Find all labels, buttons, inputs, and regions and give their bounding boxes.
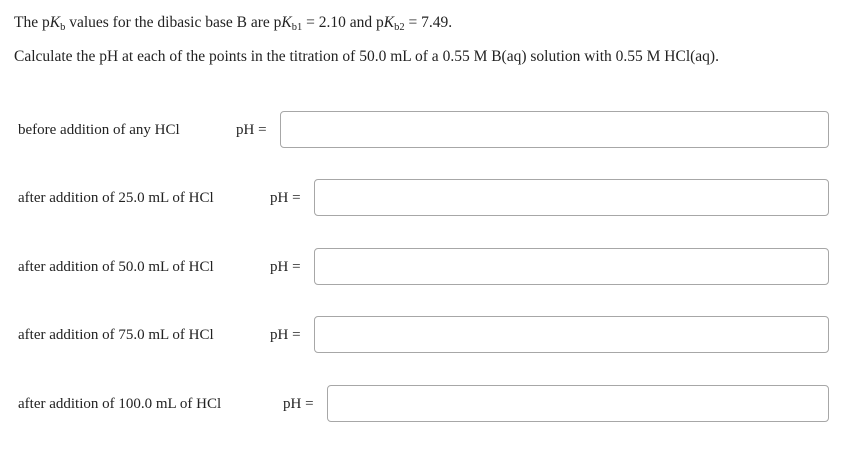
- row-label-50ml: after addition of 50.0 mL of HCl: [18, 259, 214, 275]
- kb2-subscript: b2: [394, 22, 405, 33]
- problem-task: Calculate the pH at each of the points in the titration of 50.0 mL of a 0.55 M B(aq) solution with 0.55 M HCl(aq).: [14, 48, 719, 65]
- pkb1-value: = 2.10 and p: [302, 14, 384, 31]
- intro-mid: values for the dibasic base B are p: [65, 14, 282, 31]
- k-symbol: K: [49, 14, 61, 31]
- row-label-25ml: after addition of 25.0 mL of HCl: [18, 190, 214, 206]
- ph-input-50ml[interactable]: [314, 248, 829, 285]
- ph-label: pH =: [283, 396, 314, 412]
- ph-input-75ml[interactable]: [314, 316, 829, 353]
- row-label-100ml: after addition of 100.0 mL of HCl: [18, 396, 222, 412]
- intro-prefix: The p: [14, 14, 50, 31]
- pkb2-value: = 7.49.: [404, 14, 453, 31]
- ph-label: pH =: [270, 327, 301, 343]
- kb1-subscript: b1: [291, 22, 303, 33]
- kb-subscript: b: [60, 22, 66, 33]
- k-symbol-2: K: [383, 14, 395, 31]
- ph-input-25ml[interactable]: [314, 179, 829, 216]
- ph-label: pH =: [270, 259, 301, 275]
- row-label-75ml: after addition of 75.0 mL of HCl: [18, 327, 214, 343]
- ph-input-before-addition[interactable]: [280, 111, 829, 148]
- problem-intro: [14, 14, 452, 33]
- ph-label: pH =: [236, 122, 267, 138]
- row-label-before-addition: before addition of any HCl: [18, 122, 180, 138]
- k-symbol-1: K: [281, 14, 292, 31]
- ph-input-100ml[interactable]: [327, 385, 829, 422]
- ph-label: pH =: [270, 190, 301, 206]
